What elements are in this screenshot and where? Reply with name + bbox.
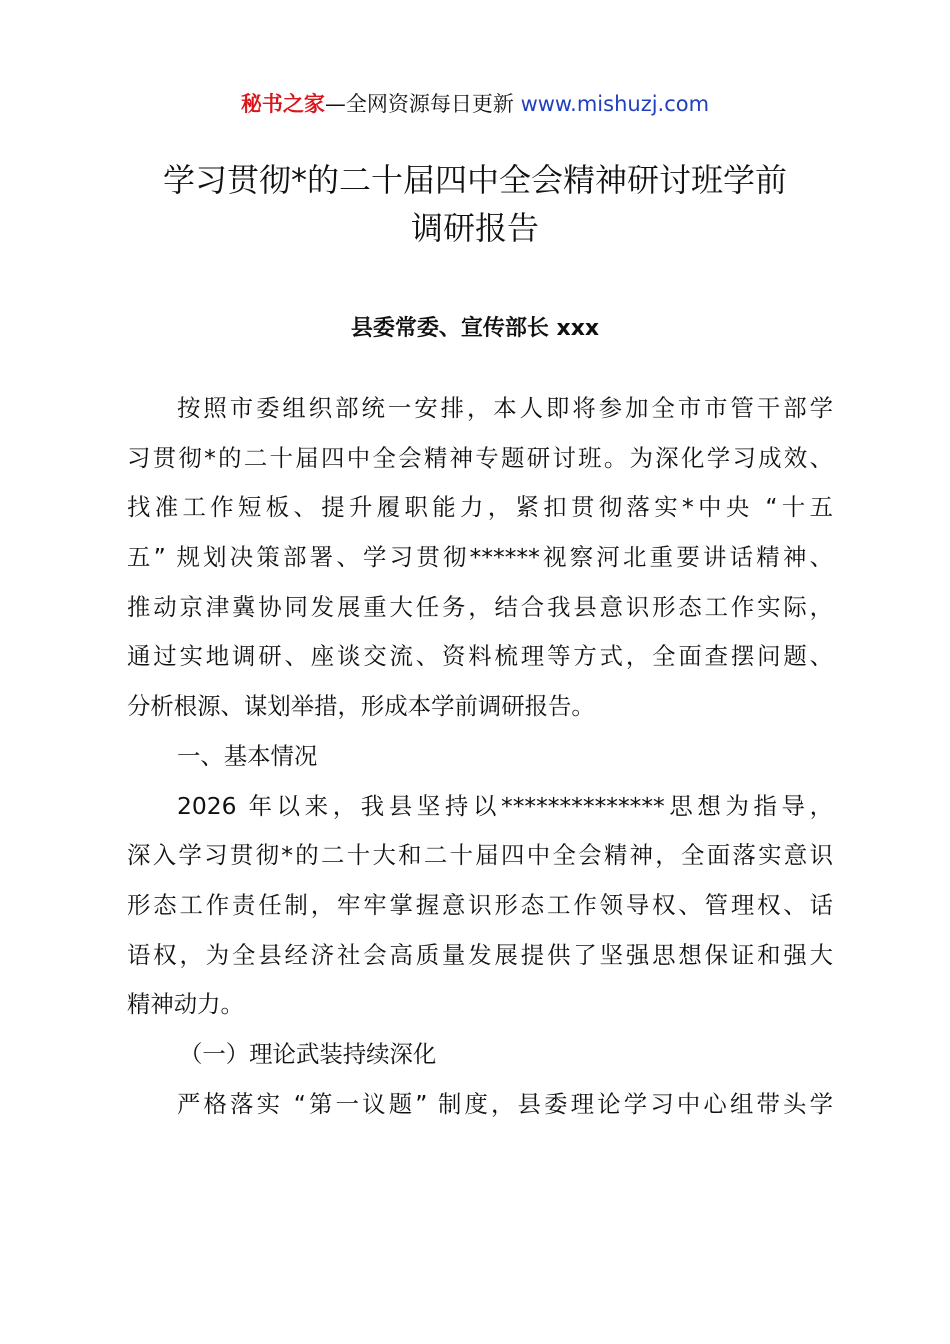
body-line: 推动京津冀协同发展重大任务，结合我县意识形态工作实际， (127, 592, 833, 621)
body-line: 形态工作责任制，牢牢掌握意识形态工作领导权、管理权、话 (127, 890, 833, 919)
body-line: 精神动力。 (127, 990, 244, 1019)
document-body (127, 384, 833, 1129)
body-line: 习贯彻*的二十届四中全会精神专题研讨班。为深化学习成效、 (127, 443, 833, 472)
document-author: 县委常委、宣传部长 xxx (350, 316, 600, 341)
brand-name: 秘书之家 (240, 92, 325, 116)
body-line: 按照市委组织部统一安排，本人即将参加全市市管干部学 (177, 394, 833, 422)
body-line: 分析根源、谋划举措，形成本学前调研报告。 (127, 692, 595, 721)
site-link[interactable]: www.mishuzj.com (520, 92, 710, 116)
body-line: 通过实地调研、座谈交流、资料梳理等方式，全面查摆问题、 (127, 642, 833, 671)
header-banner (0, 88, 950, 120)
title-line: 调研报告 (410, 209, 539, 247)
subsection-heading: （一）理论武装持续深化 (179, 1039, 437, 1068)
banner-tagline: —全网资源每日更新 (324, 92, 514, 116)
body-line: 语权，为全县经济社会高质量发展提供了坚强思想保证和强大 (127, 940, 833, 969)
document-title (100, 156, 850, 252)
body-line: 找准工作短板、提升履职能力，紧扣贯彻落实*中央 “十五 (127, 493, 833, 522)
body-line: 严格落实 “第一议题” 制度，县委理论学习中心组带头学 (177, 1089, 833, 1118)
title-line: 学习贯彻*的二十届四中全会精神研讨班学前 (162, 161, 787, 199)
body-line: 深入学习贯彻*的二十大和二十届四中全会精神，全面落实意识 (127, 841, 833, 870)
body-line: 2026 年以来，我县坚持以**************思想为指导， (177, 791, 833, 820)
section-heading: 一、基本情况 (177, 741, 318, 770)
body-line: 五” 规划决策部署、学习贯彻******视察河北重要讲话精神、 (127, 543, 833, 572)
